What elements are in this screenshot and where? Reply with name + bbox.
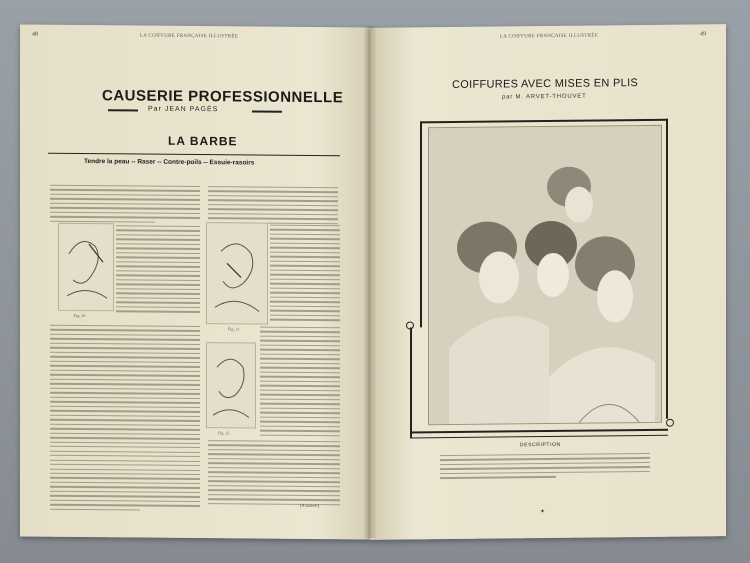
- column1-wrap-lines: [116, 225, 200, 315]
- right-running-head: LA COIFFURE FRANÇAISE ILLUSTRÉE: [500, 33, 599, 40]
- open-magazine: [20, 26, 726, 538]
- frame-bottom-rule-1: [410, 429, 668, 433]
- title-rule-left: [108, 109, 138, 111]
- title-rule-right: [252, 110, 282, 112]
- right-page-number: 49: [700, 31, 706, 38]
- spine-gutter: [363, 26, 377, 538]
- article-title: CAUSERIE PROFESSIONNELLE: [102, 87, 344, 107]
- left-running-head: LA COIFFURE FRANÇAISE ILLUSTRÉE: [140, 33, 239, 40]
- frame-ornament-circle: [406, 321, 414, 329]
- hairstyles-title: COIFFURES AVEC MISES EN PLIS: [452, 77, 639, 92]
- figure-22-caption: Fig. 22: [218, 430, 230, 436]
- description-lines: [440, 453, 650, 482]
- figure-20-shaving-illustration: [58, 223, 114, 311]
- frame-bottom-rule-2: [410, 435, 668, 439]
- section-title: LA BARBE: [168, 133, 238, 149]
- description-heading: DESCRIPTION: [520, 441, 561, 449]
- intro-paragraph-lines: [50, 185, 200, 227]
- frame-ornament-circle-right: [666, 419, 674, 427]
- article-byline: Par JEAN PAGÈS: [148, 105, 219, 114]
- figure-21-shaving-illustration: [206, 222, 268, 325]
- frame-left-lower-rule: [410, 327, 412, 437]
- column2-mid-lines: [260, 327, 340, 440]
- continued-note: (A suivre.): [300, 502, 320, 509]
- frame-right-rule: [666, 119, 668, 419]
- column2-lower-lines: [208, 440, 340, 508]
- frame-left-rule: [420, 121, 422, 327]
- column1-lower-lines: [50, 325, 200, 515]
- figure-22-shaving-illustration: [206, 342, 256, 428]
- section-subtitle: Tendre la peau -- Raser -- Contre-poils -- Essuie-rasoirs: [84, 158, 255, 167]
- right-page: [370, 24, 726, 540]
- figure-20-caption: Fig. 20: [74, 312, 86, 319]
- section-rule: [48, 153, 340, 157]
- hairstyles-byline: par M. ARVET-THOUVET: [502, 93, 587, 101]
- column2-wrap-lines: [270, 225, 340, 324]
- end-ornament: ✦: [540, 509, 546, 516]
- figure-21-caption: Fig. 21: [228, 326, 240, 332]
- hairstyle-illustration: [428, 125, 662, 425]
- left-page: [20, 24, 370, 539]
- left-page-number: 48: [32, 31, 38, 38]
- frame-top-rule: [420, 119, 668, 123]
